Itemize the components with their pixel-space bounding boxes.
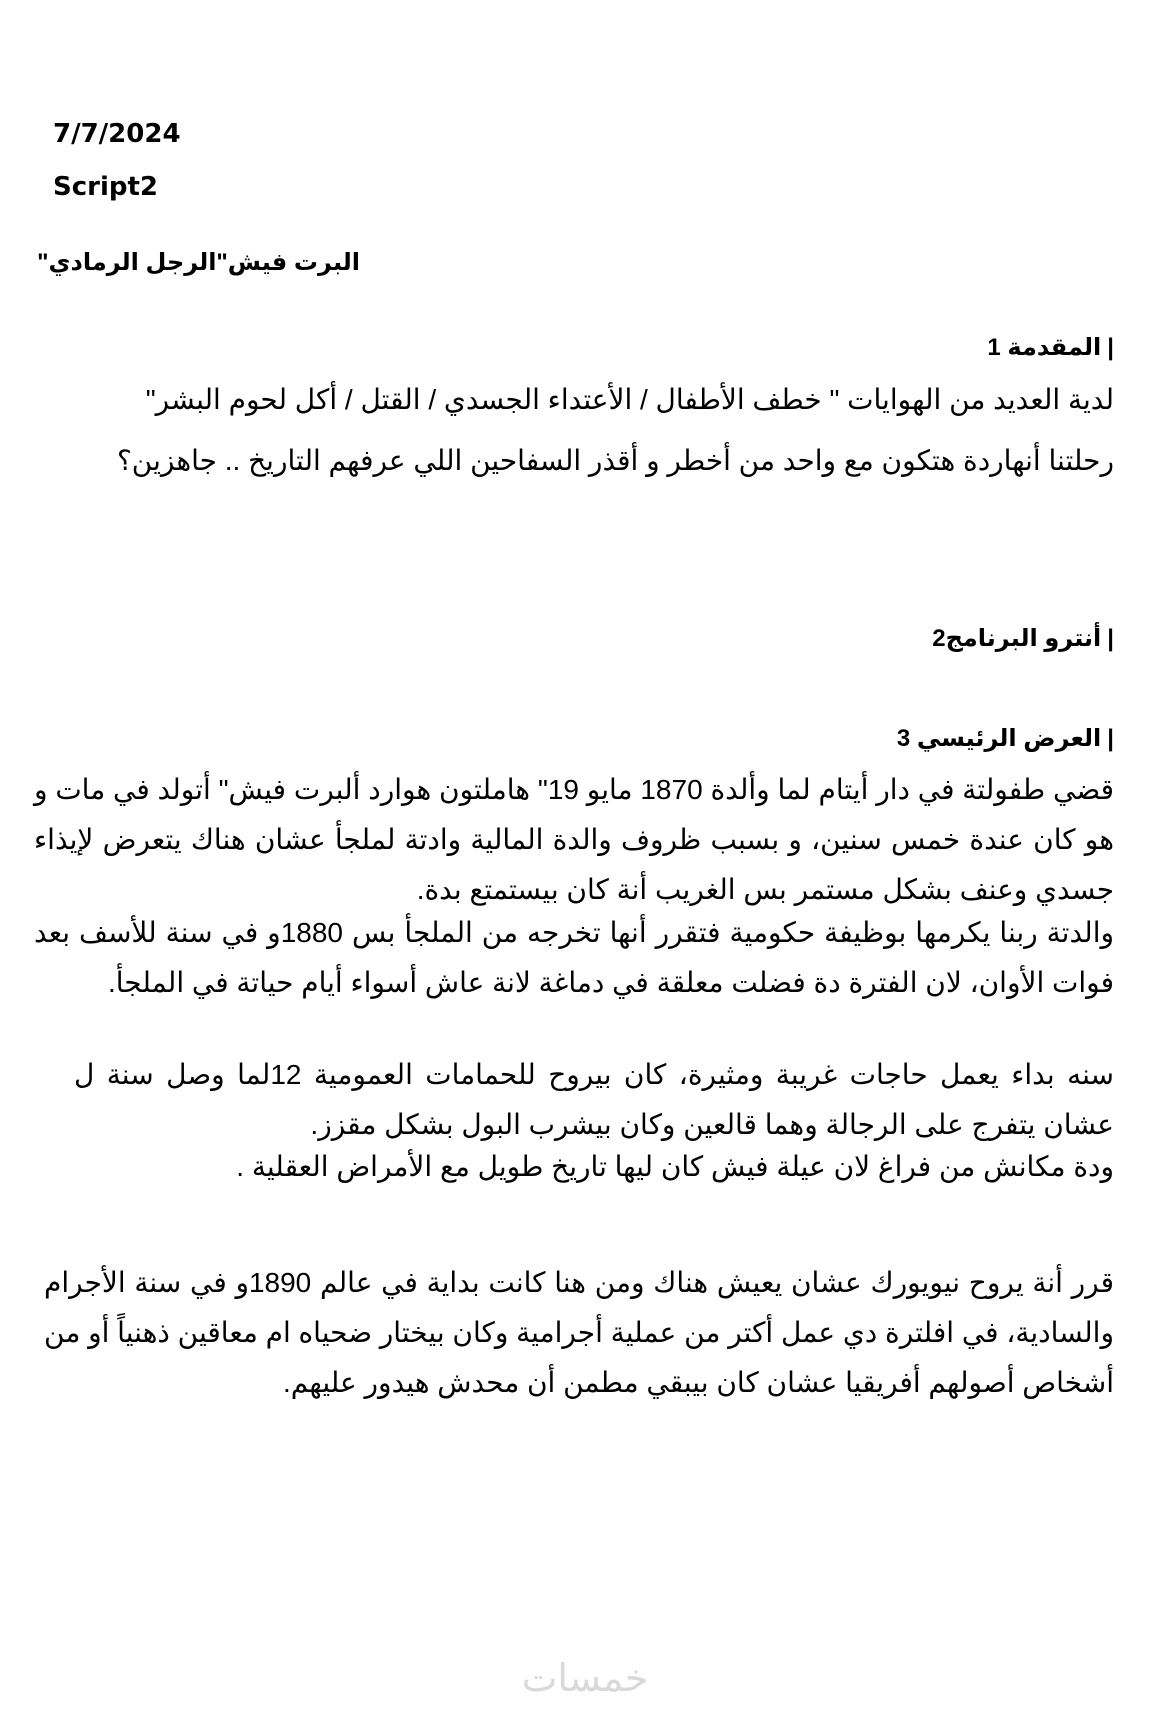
section-heading-program-intro	[414, 622, 1114, 656]
script-label: Script2	[53, 172, 159, 202]
heading-marker: |	[1107, 725, 1114, 752]
main-paragraph-4: ودة مكانش من فراغ لان عيلة فيش كان ليها تاريخ طويل مع الأمراض العقلية .	[236, 1151, 1114, 1182]
document-date: 7/7/2024	[53, 119, 181, 149]
main-paragraph-3: سنه بداء يعمل حاجات غريبة ومثيرة، كان بيروح للحمامات العمومية 12لما وصل سنة ل عشان يتفرج على الرجالة وهما قالعين وكان بيشرب البول بشكل مقزز.	[74, 1059, 1114, 1140]
heading-marker: |	[1107, 334, 1114, 361]
watermark-logo: خمسات	[521, 1658, 649, 1700]
heading-text: أنترو البرنامج2	[932, 625, 1102, 652]
section-heading-intro	[414, 331, 1114, 365]
document-title: البرت فيش"الرجل الرمادي"	[37, 249, 360, 276]
heading-text: العرض الرئيسي 3	[896, 725, 1102, 752]
main-paragraph-1: قضي طفولتة في دار أيتام لما وألدة 1870 مايو 19" هاملتون هوارد ألبرت فيش" أتولد في مات و هو كان عندة خمس سنين، و بسبب ظروف والدة المالية وادتة لملجأ عشان هناك يتعرض لإيذاء جسدي وعنف بشكل مستمر بس الغريب أنة كان بيستمتع بدة.	[34, 774, 1114, 905]
heading-text: المقدمة 1	[987, 334, 1102, 361]
heading-marker: |	[1107, 625, 1114, 652]
intro-line-1: لدية العديد من الهوايات " خطف الأطفال / الأعتداء الجسدي / القتل / أكل لحوم البشر"	[145, 384, 1114, 415]
main-paragraph-2: والدتة ربنا يكرمها بوظيفة حكومية فتقرر أنها تخرجه من الملجأ بس 1880و في سنة للأسف بعد فوات الأوان، لان الفترة دة فضلت معلقة في دماغة لانة عاش أسواء أيام حياتة في الملجأ.	[34, 917, 1115, 998]
section-heading-main	[414, 722, 1114, 756]
intro-line-2: رحلتنا أنهاردة هتكون مع واحد من أخطر و أقذر السفاحين اللي عرفهم التاريخ .. جاهزين؟	[116, 445, 1114, 476]
main-paragraph-5: قرر أنة يروح نيويورك عشان يعيش هناك ومن هنا كانت بداية في عالم 1890و في سنة الأجرام والسادية، في افلترة دي عمل أكتر من عملية أجرامية وكان بيختار ضحياه ام معاقين ذهنياً أو من أشخاص أصولهم أفريقيا عشان كان بيبقي مطمن أن محدش هيدور عليهم.	[44, 1267, 1115, 1398]
